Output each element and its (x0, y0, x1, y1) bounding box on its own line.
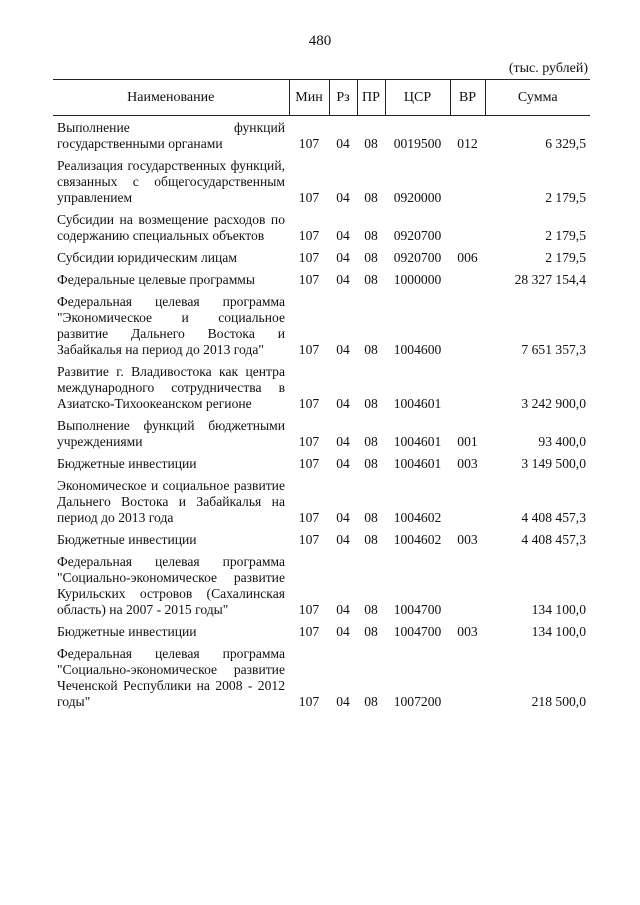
cell-csr: 1004600 (393, 342, 442, 357)
header-vr: ВР (450, 80, 485, 116)
cell-min: 107 (298, 250, 320, 265)
units-label: (тыс. рублей) (508, 61, 588, 76)
table-row (53, 246, 590, 268)
cell-pr: 08 (364, 434, 378, 449)
cell-csr: 1004601 (393, 434, 442, 449)
cell-min: 107 (298, 602, 320, 617)
cell-min: 107 (298, 510, 320, 525)
header-min: Мин (289, 80, 329, 116)
cell-pr: 08 (364, 136, 378, 151)
cell-sum: 2 179,5 (545, 190, 586, 205)
cell-min: 107 (298, 136, 320, 151)
cell-vr (450, 474, 485, 528)
cell-min: 107 (298, 456, 320, 471)
cell-name: Выполнение функций государственными органами (57, 120, 285, 151)
cell-min: 107 (298, 694, 320, 709)
cell-sum: 28 327 154,4 (514, 272, 586, 287)
table-row (53, 208, 590, 246)
cell-min: 107 (298, 272, 320, 287)
cell-pr: 08 (364, 190, 378, 205)
cell-name: Федеральная целевая программа "Экономическое и социальное развитие Дальнего Востока и Забайкалья на период до 2013 года" (57, 294, 285, 357)
cell-name: Федеральные целевые программы (57, 272, 256, 287)
header-name: Наименование (53, 80, 289, 116)
cell-sum: 218 500,0 (531, 694, 586, 709)
header-rz: Рз (329, 80, 357, 116)
table-body (53, 116, 590, 713)
table-row (53, 268, 590, 290)
cell-min: 107 (298, 434, 320, 449)
cell-csr: 0920000 (393, 190, 442, 205)
cell-min: 107 (298, 532, 320, 547)
cell-pr: 08 (364, 456, 378, 471)
cell-rz: 04 (336, 510, 350, 525)
cell-pr: 08 (364, 532, 378, 547)
cell-name: Развитие г. Владивостока как центра международного сотрудничества в Азиатско-Тихоокеанском регионе (57, 364, 285, 411)
cell-pr: 08 (364, 342, 378, 357)
budget-table (53, 79, 590, 712)
cell-sum: 93 400,0 (538, 434, 586, 449)
cell-name: Субсидии на возмещение расходов по содержанию специальных объектов (57, 212, 285, 243)
cell-pr: 08 (364, 228, 378, 243)
page-number: 480 (308, 33, 332, 49)
cell-name: Субсидии юридическим лицам (57, 250, 237, 265)
cell-csr: 0920700 (393, 250, 442, 265)
cell-sum: 4 408 457,3 (521, 532, 586, 547)
table-row (53, 528, 590, 550)
cell-pr: 08 (364, 602, 378, 617)
cell-rz: 04 (336, 602, 350, 617)
cell-pr: 08 (364, 272, 378, 287)
cell-csr: 1004601 (393, 396, 442, 411)
cell-min: 107 (298, 342, 320, 357)
cell-csr: 0019500 (393, 136, 442, 151)
header-csr: ЦСР (385, 80, 450, 116)
cell-rz: 04 (336, 228, 350, 243)
cell-pr: 08 (364, 250, 378, 265)
cell-rz: 04 (336, 456, 350, 471)
cell-rz: 04 (336, 272, 350, 287)
cell-vr (450, 642, 485, 712)
cell-vr (450, 268, 485, 290)
cell-csr: 1004601 (393, 456, 442, 471)
cell-csr: 1004700 (393, 624, 442, 639)
table-row (53, 360, 590, 414)
table-row (53, 452, 590, 474)
cell-sum: 134 100,0 (531, 624, 586, 639)
cell-rz: 04 (336, 190, 350, 205)
cell-name: Экономическое и социальное развитие Дальнего Востока и Забайкалья на период до 2013 года (57, 478, 285, 525)
table-row (53, 642, 590, 712)
cell-rz: 04 (336, 624, 350, 639)
cell-vr (450, 360, 485, 414)
table-header-row (53, 80, 590, 116)
table-row (53, 474, 590, 528)
cell-sum: 3 149 500,0 (521, 456, 586, 471)
cell-csr: 1004602 (393, 532, 442, 547)
cell-csr: 1004602 (393, 510, 442, 525)
cell-sum: 6 329,5 (545, 136, 586, 151)
cell-rz: 04 (336, 342, 350, 357)
cell-pr: 08 (364, 510, 378, 525)
header-pr: ПР (357, 80, 385, 116)
cell-min: 107 (298, 228, 320, 243)
cell-csr: 1000000 (393, 272, 442, 287)
table-row (53, 414, 590, 452)
cell-vr: 001 (457, 434, 478, 449)
cell-rz: 04 (336, 434, 350, 449)
cell-sum: 2 179,5 (545, 250, 586, 265)
cell-csr: 0920700 (393, 228, 442, 243)
cell-name: Федеральная целевая программа "Социально-экономическое развитие Курильских островов (Сахалинская область) на 2007 - 2015 годы" (57, 554, 285, 617)
table-row (53, 620, 590, 642)
cell-vr: 003 (457, 532, 478, 547)
cell-pr: 08 (364, 396, 378, 411)
cell-min: 107 (298, 396, 320, 411)
cell-rz: 04 (336, 532, 350, 547)
cell-rz: 04 (336, 250, 350, 265)
cell-name: Бюджетные инвестиции (57, 532, 197, 547)
table-row (53, 550, 590, 620)
cell-csr: 1007200 (393, 694, 442, 709)
cell-sum: 7 651 357,3 (521, 342, 586, 357)
cell-vr (450, 550, 485, 620)
cell-min: 107 (298, 624, 320, 639)
table-row (53, 154, 590, 208)
cell-rz: 04 (336, 136, 350, 151)
cell-vr (450, 154, 485, 208)
cell-name: Реализация государственных функций, связанных с общегосударственным управлением (57, 158, 285, 205)
cell-sum: 4 408 457,3 (521, 510, 586, 525)
cell-vr: 003 (457, 456, 478, 471)
header-sum: Сумма (485, 80, 590, 116)
cell-vr (450, 208, 485, 246)
cell-vr: 006 (457, 250, 478, 265)
cell-pr: 08 (364, 624, 378, 639)
cell-sum: 2 179,5 (545, 228, 586, 243)
cell-name: Бюджетные инвестиции (57, 624, 197, 639)
cell-rz: 04 (336, 396, 350, 411)
table-row (53, 290, 590, 360)
cell-name: Выполнение функций бюджетными учреждениями (57, 418, 285, 449)
cell-pr: 08 (364, 694, 378, 709)
cell-name: Федеральная целевая программа "Социально-экономическое развитие Чеченской Республики на 2008 - 2012 годы" (57, 646, 285, 709)
cell-csr: 1004700 (393, 602, 442, 617)
cell-vr (450, 290, 485, 360)
cell-min: 107 (298, 190, 320, 205)
table-row (53, 116, 590, 155)
cell-sum: 134 100,0 (531, 602, 586, 617)
cell-vr: 012 (457, 136, 478, 151)
cell-rz: 04 (336, 694, 350, 709)
cell-name: Бюджетные инвестиции (57, 456, 197, 471)
cell-vr: 003 (457, 624, 478, 639)
cell-sum: 3 242 900,0 (521, 396, 586, 411)
